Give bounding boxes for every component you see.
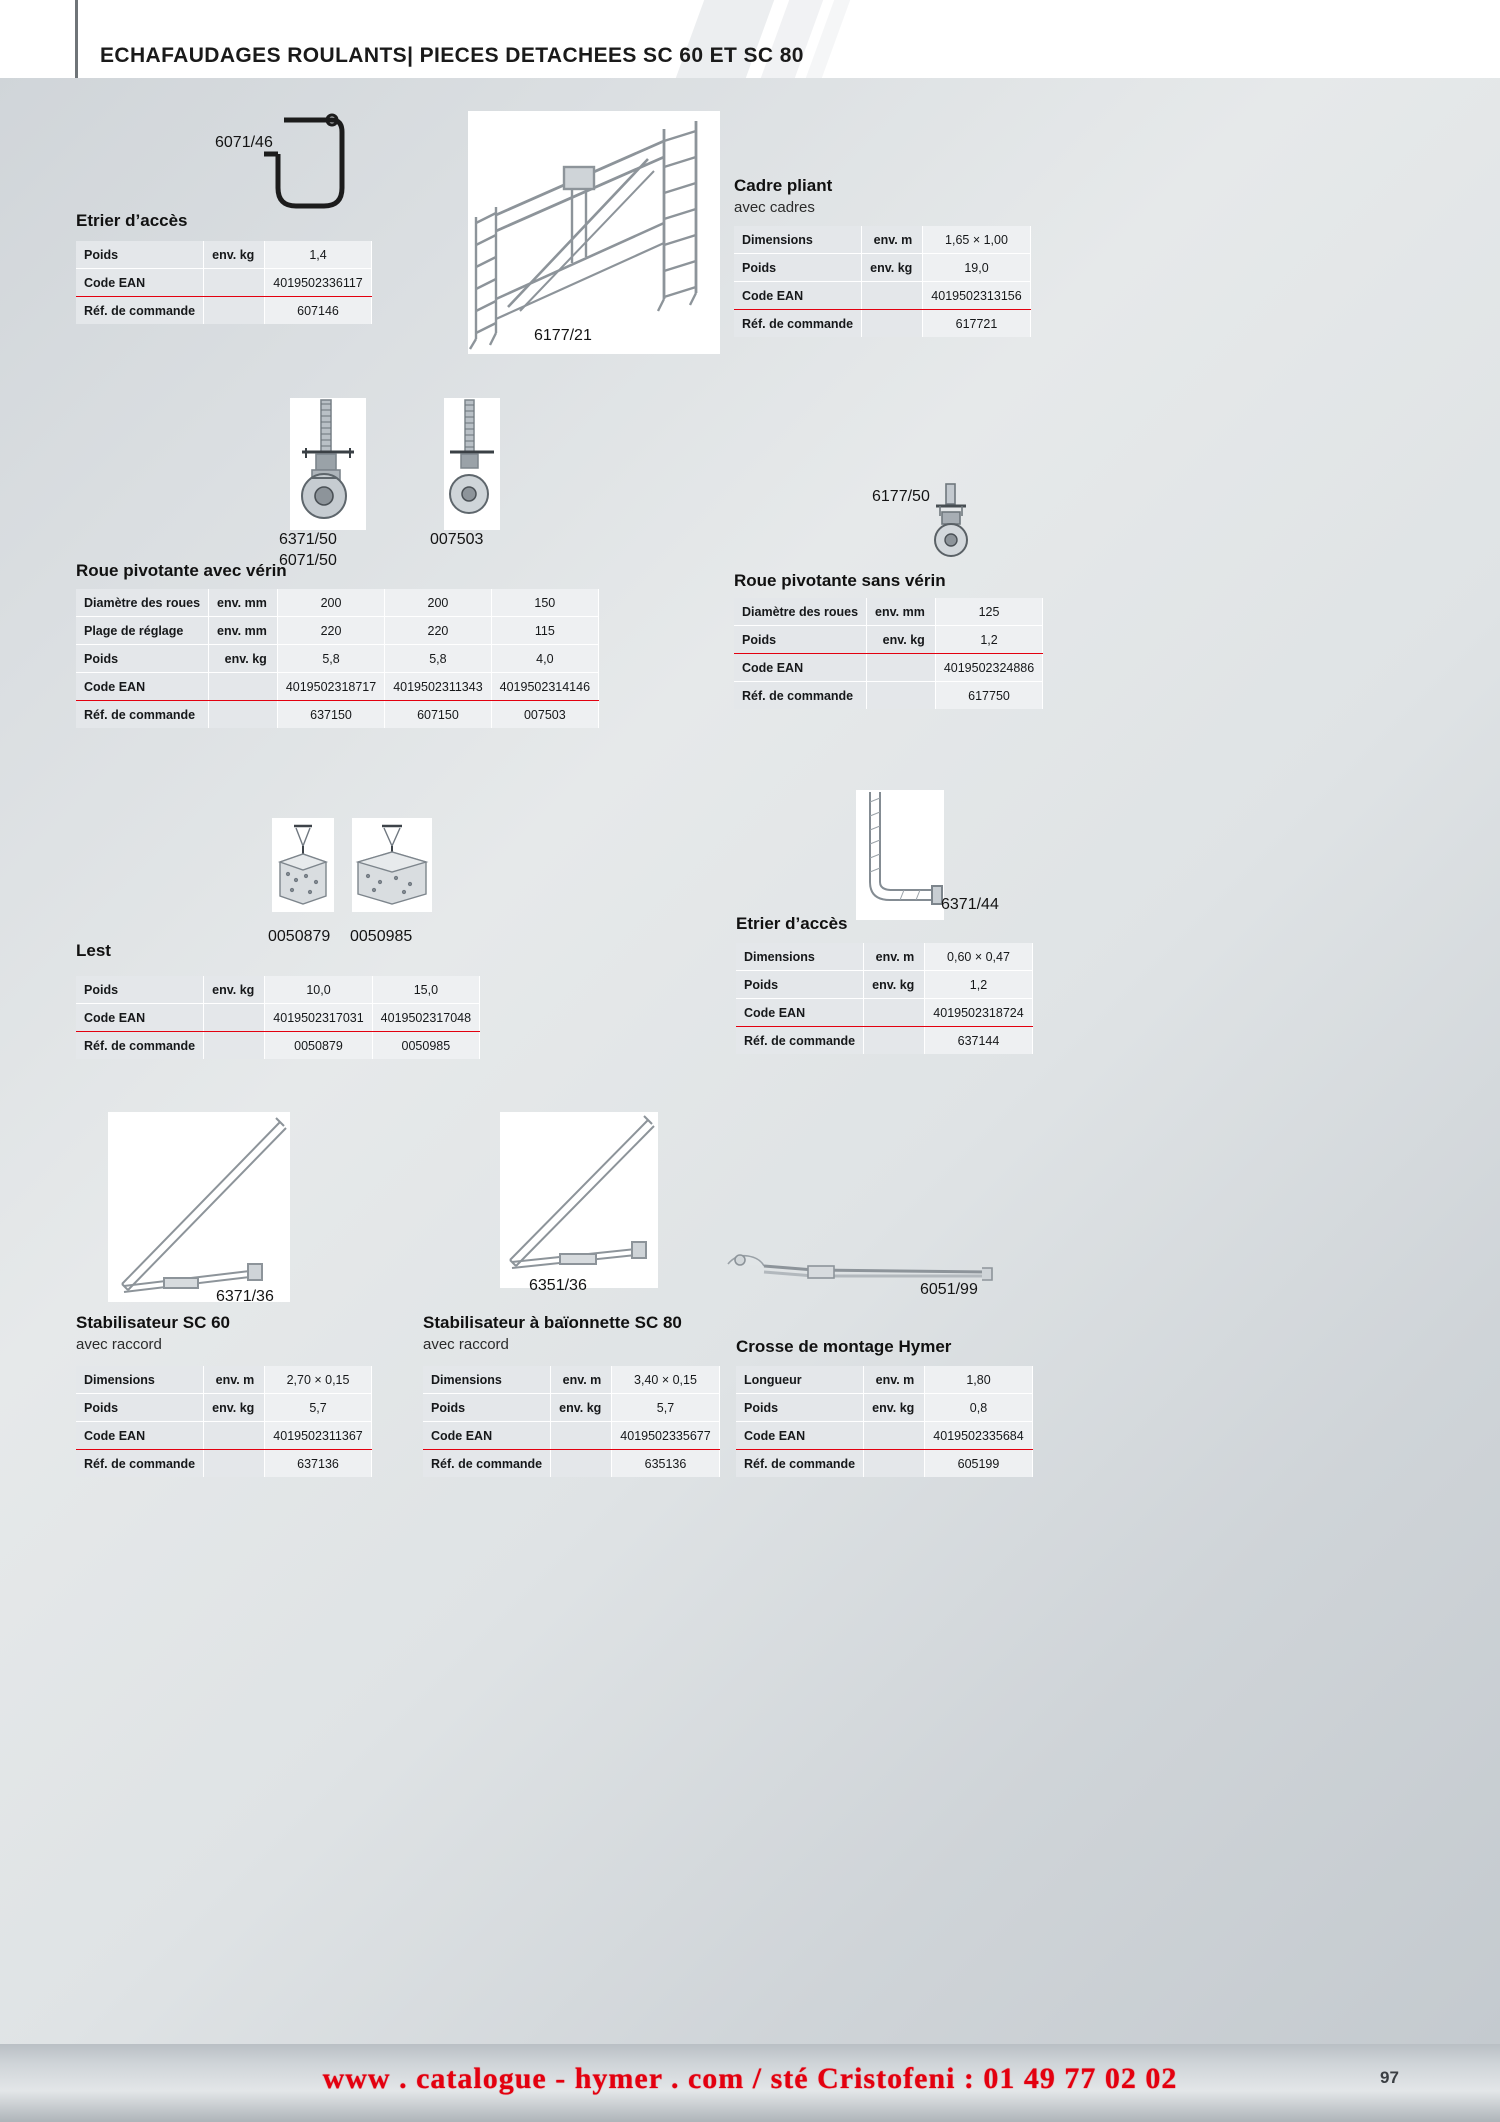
lest-illustration-1 (272, 818, 334, 912)
row-value: 4019502313156 (923, 282, 1030, 310)
row-value: 0,60 × 0,47 (925, 943, 1032, 971)
section-title-stabilisateur-sc80: Stabilisateur à baïonnette SC 80 (423, 1313, 682, 1332)
row-label: Plage de réglage (76, 617, 209, 645)
row-value: 1,2 (935, 626, 1042, 654)
table-row (736, 1394, 1032, 1422)
table-row (423, 1394, 719, 1422)
table-row (76, 1004, 480, 1032)
row-label: Dimensions (423, 1366, 551, 1394)
row-value: 605199 (925, 1450, 1032, 1478)
row-value: 4019502314146 (491, 673, 598, 701)
section-title-etrier-acces: Etrier d’accès (76, 211, 188, 230)
table-row (734, 254, 1030, 282)
row-label: Réf. de commande (76, 1032, 204, 1060)
row-value: 1,2 (925, 971, 1032, 999)
row-unit (204, 1450, 265, 1478)
label-6371-44: 6371/44 (941, 896, 999, 913)
row-value: 3,40 × 0,15 (612, 1366, 719, 1394)
table-row (736, 1422, 1032, 1450)
row-value: 0050879 (265, 1032, 372, 1060)
row-label: Diamètre des roues (76, 589, 209, 617)
row-value: 125 (935, 598, 1042, 626)
label-0050985: 0050985 (350, 928, 413, 945)
table-row (736, 1366, 1032, 1394)
footer-url: www . catalogue - hymer . com / sté Cristofeni : 01 49 77 02 02 (322, 2062, 1178, 2095)
row-label: Poids (736, 1394, 864, 1422)
row-label: Dimensions (736, 943, 864, 971)
table-roue-sans-verin (734, 598, 1043, 709)
row-unit: env. kg (862, 254, 923, 282)
label-6071-46: 6071/46 (215, 134, 273, 151)
page-title: ECHAFAUDAGES ROULANTS| PIECES DETACHEES SC 60 ET SC 80 (100, 44, 804, 67)
section-title-roue-avec-verin: Roue pivotante avec vérin (76, 561, 287, 580)
etrier-acces-illustration (252, 110, 362, 225)
page-number: 97 (1380, 2068, 1399, 2087)
label-6177-21: 6177/21 (534, 327, 592, 344)
section-title-crosse-montage: Crosse de montage Hymer (736, 1337, 952, 1356)
row-value: 607150 (385, 701, 491, 729)
row-label: Code EAN (423, 1422, 551, 1450)
row-label: Code EAN (76, 1422, 204, 1450)
row-value: 4019502318724 (925, 999, 1032, 1027)
row-value: 150 (491, 589, 598, 617)
table-row (736, 999, 1032, 1027)
label-6177-50: 6177/50 (872, 488, 930, 505)
row-value: 1,4 (265, 241, 371, 269)
row-value: 4019502318717 (277, 673, 384, 701)
row-unit (209, 673, 278, 701)
row-value: 220 (277, 617, 384, 645)
row-label: Dimensions (76, 1366, 204, 1394)
row-label: Code EAN (734, 654, 867, 682)
row-unit: env. kg (204, 241, 265, 269)
table-row (734, 282, 1030, 310)
cadre-pliant-illustration (468, 111, 720, 354)
table-row (736, 971, 1032, 999)
row-unit: env. kg (551, 1394, 612, 1422)
row-label: Réf. de commande (736, 1027, 864, 1055)
section-subtitle-stabilisateur-sc60: avec raccord (76, 1336, 162, 1353)
row-unit (864, 1027, 925, 1055)
row-value: 1,80 (925, 1366, 1032, 1394)
row-value: 4019502335677 (612, 1422, 719, 1450)
row-unit (862, 282, 923, 310)
row-label: Poids (76, 645, 209, 673)
row-value: 1,65 × 1,00 (923, 226, 1030, 254)
label-6371-36: 6371/36 (216, 1288, 274, 1305)
table-row (734, 626, 1043, 654)
row-unit (867, 682, 936, 710)
lest-illustration-2 (352, 818, 432, 912)
table-roue-avec-verin (76, 589, 599, 728)
row-label: Poids (76, 976, 204, 1004)
label-007503: 007503 (430, 531, 484, 548)
table-row (734, 226, 1030, 254)
row-value: 617750 (935, 682, 1042, 710)
table-row (76, 645, 599, 673)
row-value: 5,7 (612, 1394, 719, 1422)
row-value: 5,8 (385, 645, 491, 673)
row-value: 4019502317048 (372, 1004, 479, 1032)
table-row (736, 943, 1032, 971)
table-row (76, 1366, 371, 1394)
section-title-stabilisateur-sc60: Stabilisateur SC 60 (76, 1313, 231, 1332)
row-value: 637150 (277, 701, 384, 729)
row-unit (204, 269, 265, 297)
row-unit (551, 1450, 612, 1478)
table-row (736, 1450, 1032, 1478)
row-unit: env. m (862, 226, 923, 254)
row-unit: env. kg (209, 645, 278, 673)
row-value: 19,0 (923, 254, 1030, 282)
row-value: 637144 (925, 1027, 1032, 1055)
label-6371-50: 6371/50 (279, 531, 337, 548)
section-title-cadre-pliant: Cadre pliant (734, 176, 833, 195)
row-value: 2,70 × 0,15 (265, 1366, 371, 1394)
table-row (76, 1450, 371, 1478)
row-value: 200 (385, 589, 491, 617)
row-unit (204, 1004, 265, 1032)
row-unit: env. mm (209, 589, 278, 617)
row-value: 115 (491, 617, 598, 645)
row-label: Poids (736, 971, 864, 999)
table-row (76, 976, 480, 1004)
etrier-acces-2-illustration (856, 790, 944, 920)
table-row (734, 598, 1043, 626)
row-label: Poids (76, 241, 204, 269)
row-value: 617721 (923, 310, 1030, 338)
row-label: Code EAN (76, 673, 209, 701)
section-title-lest: Lest (76, 941, 111, 960)
row-value: 4019502317031 (265, 1004, 372, 1032)
row-value: 4019502324886 (935, 654, 1042, 682)
row-label: Poids (76, 1394, 204, 1422)
row-label: Code EAN (734, 282, 862, 310)
table-stabilisateur-sc80 (423, 1366, 720, 1477)
table-row (76, 617, 599, 645)
row-label: Réf. de commande (76, 701, 209, 729)
roue-sans-verin-illustration (920, 482, 980, 560)
section-title-roue-sans-verin: Roue pivotante sans vérin (734, 571, 946, 590)
row-unit (209, 701, 278, 729)
row-unit (204, 297, 265, 325)
row-unit (862, 310, 923, 338)
row-label: Diamètre des roues (734, 598, 867, 626)
row-value: 0050985 (372, 1032, 479, 1060)
row-label: Code EAN (736, 1422, 864, 1450)
section-title-etrier-acces-2: Etrier d’accès (736, 914, 848, 933)
row-value: 10,0 (265, 976, 372, 1004)
row-label: Poids (423, 1394, 551, 1422)
label-6051-99: 6051/99 (920, 1281, 978, 1298)
row-value: 220 (385, 617, 491, 645)
row-label: Réf. de commande (76, 1450, 204, 1478)
table-row (734, 310, 1030, 338)
label-0050879: 0050879 (268, 928, 331, 945)
row-label: Dimensions (734, 226, 862, 254)
table-row (423, 1450, 719, 1478)
row-unit (867, 654, 936, 682)
row-unit: env. m (864, 1366, 925, 1394)
row-value: 5,8 (277, 645, 384, 673)
row-label: Code EAN (76, 1004, 204, 1032)
table-row (76, 1422, 371, 1450)
row-label: Réf. de commande (423, 1450, 551, 1478)
row-value: 607146 (265, 297, 371, 325)
row-value: 637136 (265, 1450, 371, 1478)
row-label: Poids (734, 254, 862, 282)
row-unit: env. mm (209, 617, 278, 645)
table-stabilisateur-sc60 (76, 1366, 372, 1477)
row-label: Poids (734, 626, 867, 654)
row-value: 4019502336117 (265, 269, 371, 297)
row-value: 007503 (491, 701, 598, 729)
table-row (76, 701, 599, 729)
table-row (734, 682, 1043, 710)
section-subtitle-stabilisateur-sc80: avec raccord (423, 1336, 509, 1353)
table-etrier-acces-2 (736, 943, 1033, 1054)
row-label: Code EAN (76, 269, 204, 297)
row-label: Code EAN (736, 999, 864, 1027)
roue-verin-illustration-2 (444, 398, 500, 530)
table-row (76, 269, 371, 297)
row-label: Réf. de commande (76, 297, 204, 325)
table-row (736, 1027, 1032, 1055)
table-etrier-acces (76, 241, 372, 324)
table-crosse-montage (736, 1366, 1033, 1477)
table-cadre-pliant (734, 226, 1031, 337)
stabilisateur-sc80-illustration (500, 1112, 658, 1288)
row-value: 4019502335684 (925, 1422, 1032, 1450)
row-unit (551, 1422, 612, 1450)
row-value: 200 (277, 589, 384, 617)
row-unit (204, 1422, 265, 1450)
header-left-rule (75, 0, 78, 78)
row-unit (864, 999, 925, 1027)
row-unit: env. m (864, 943, 925, 971)
row-value: 4,0 (491, 645, 598, 673)
row-unit (864, 1450, 925, 1478)
roue-verin-illustration-1 (290, 398, 366, 530)
table-row (734, 654, 1043, 682)
stabilisateur-sc60-illustration (108, 1112, 290, 1302)
row-unit: env. kg (204, 1394, 265, 1422)
row-label: Réf. de commande (736, 1450, 864, 1478)
label-6351-36: 6351/36 (529, 1277, 587, 1294)
row-unit: env. kg (204, 976, 265, 1004)
row-unit (864, 1422, 925, 1450)
row-value: 0,8 (925, 1394, 1032, 1422)
row-value: 635136 (612, 1450, 719, 1478)
row-unit: env. m (551, 1366, 612, 1394)
table-lest (76, 976, 480, 1059)
row-value: 4019502311343 (385, 673, 491, 701)
row-label: Réf. de commande (734, 682, 867, 710)
row-value: 5,7 (265, 1394, 371, 1422)
table-row (76, 241, 371, 269)
row-value: 4019502311367 (265, 1422, 371, 1450)
table-row (423, 1422, 719, 1450)
table-row (76, 297, 371, 325)
section-subtitle-cadre-pliant: avec cadres (734, 199, 815, 216)
table-row (76, 1394, 371, 1422)
row-unit: env. m (204, 1366, 265, 1394)
label-6071-50: 6071/50 (279, 552, 337, 569)
table-row (76, 589, 599, 617)
table-row (76, 1032, 480, 1060)
table-row (423, 1366, 719, 1394)
row-label: Longueur (736, 1366, 864, 1394)
row-unit: env. kg (864, 971, 925, 999)
row-unit: env. kg (867, 626, 936, 654)
row-unit: env. kg (864, 1394, 925, 1422)
row-unit: env. mm (867, 598, 936, 626)
row-label: Réf. de commande (734, 310, 862, 338)
table-row (76, 673, 599, 701)
row-value: 15,0 (372, 976, 479, 1004)
row-unit (204, 1032, 265, 1060)
